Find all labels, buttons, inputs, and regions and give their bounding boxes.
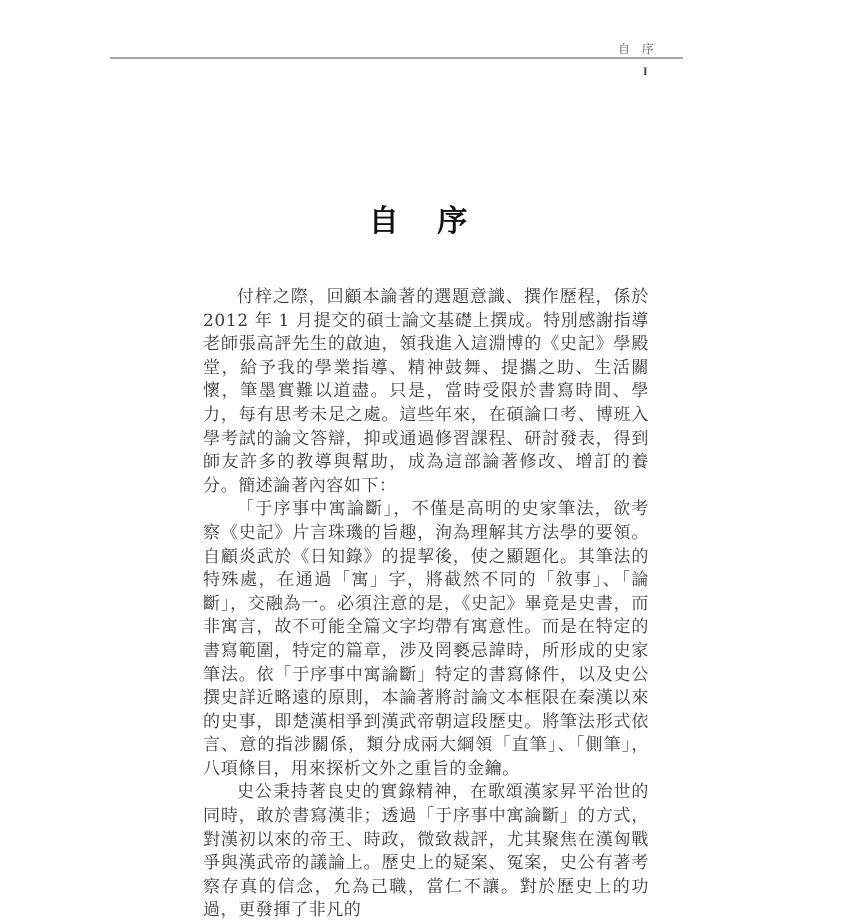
header-rule: [110, 57, 683, 59]
body-text: [203, 286, 649, 923]
paragraph: 付梓之際，回顧本論著的選題意識、撰作歷程，係於 2012 年 1 月提交的碩士論文基礎上撰成。特別感謝指導老師張高評先生的啟迪，領我進入這淵博的《史記》學殿堂，給予我的學業指導、精神鼓舞、提攜之助、生活關懷，筆墨實難以道盡。只是，當時受限於書寫時間、學力，每有思考未足之處。這些年來，在碩論口考、博班入學考試的論文答辯，抑或通過修習課程、研討發表，得到師友許多的教導與幫助，成為這部論著修改、增訂的養分。簡述論著內容如下：: [203, 287, 649, 496]
running-title: 自 序: [618, 42, 658, 56]
paragraph: 史公秉持著良史的實錄精神，在歌頌漢家昇平治世的同時，敢於書寫漢非；透過「于序事中寓論斷」的方式，對漢初以來的帝王、時政，微致裁評，尤其聚焦在漢匈戰爭與漢武帝的議論上。歷史上的疑案、冤案，史公有著考察存真的信念，允為己職，當仁不讓。對於歷史上的功過，更發揮了非凡的: [203, 782, 649, 921]
paragraph: 「于序事中寓論斷」，不僅是高明的史家筆法，欲考察《史記》片言珠璣的旨趣，洵為理解其方法學的要領。自顧炎武於《日知錄》的提挈後，使之顯題化。其筆法的特殊處，在通過「寓」字，將截然不同的「敘事」、「論斷」，交融為一。必須注意的是，《史記》畢竟是史書，而非寓言，故不可能全篇文字均帶有寓意性。而是在特定的書寫範圍，特定的篇章，涉及罔褻忌諱時，所形成的史家筆法。依「于序事中寓論斷」特定的書寫條件，以及史公撰史詳近略遠的原則，本論著將討論文本框限在秦漢以來的史事，即楚漢相爭到漢武帝朝這段歷史。將筆法形式依言、意的指涉關係，類分成兩大綱領「直筆」、「側筆」，八項條目，用來探析文外之重旨的金鑰。: [203, 499, 649, 779]
chapter-title: 自 序: [368, 204, 482, 239]
page-number: I: [643, 64, 648, 78]
